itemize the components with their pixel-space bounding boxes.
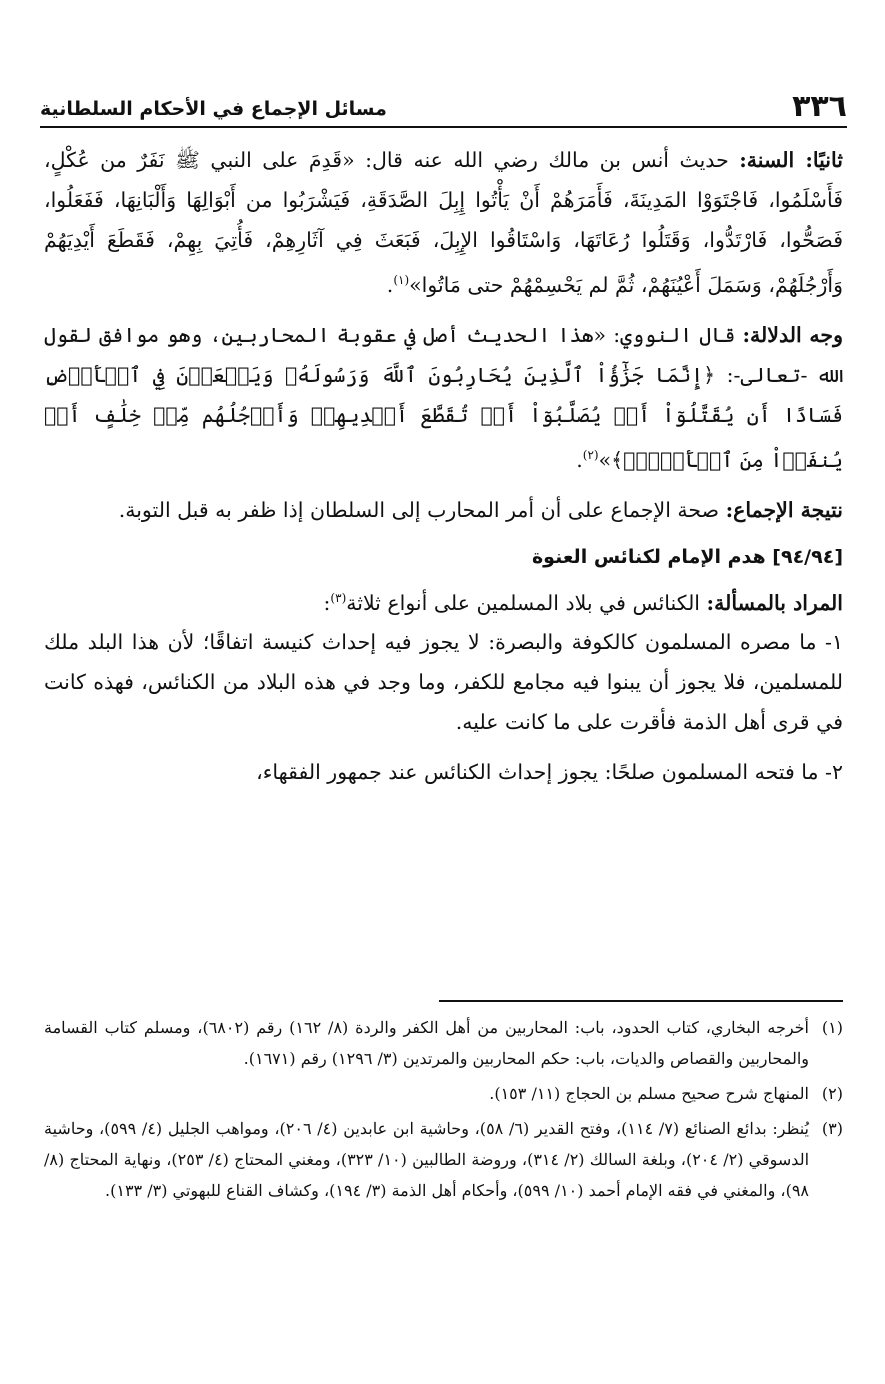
sunnah-label: ثانيًا: السنة: [739,148,843,172]
murad-end: : [323,590,331,615]
dalala-close-quote: » [598,447,612,472]
footnote-text: المنهاج شرح صحيح مسلم بن الحجاج (١١/ ١٥٣). [489,1084,809,1103]
natija-text: صحة الإجماع على أن أمر المحارب إلى السلطان إذا ظفر به قبل التوبة. [118,497,720,522]
footnote-number: (٢) [821,1084,843,1103]
footnote-number: (١) [821,1018,843,1037]
footnote-text: أخرجه البخاري، كتاب الحدود، باب: المحاربين من أهل الكفر والردة (٨/ ١٦٢) رقم (٦٨٠٢)، ومسلم كتاب القسامة والمحاربين والقصاص والديات، باب: حكم المحاربين والمرتدين (٣/ ١٢٩٦) رقم (١٦٧١). [44,1018,810,1068]
sunnah-text: حديث أنس بن مالك رضي الله عنه قال: «قَدِمَ على النبي ﷺ نَفَرٌ من عُكْلٍ، فَأَسْلَمُوا، فَاجْتَوَوْا المَدِينَةَ، فَأَمَرَهُمْ أَنْ يَأْتُوا إِبِلَ الصَّدَقَةِ، فَيَشْرَبُوا من أَبْوَالِهَا وَأَلْبَانِهَا، فَفَعَلُوا، فَصَحُّوا، فَارْتَدُّوا، وَقَتَلُوا رُعَاتَهَا، وَاسْتَاقُوا الإِبِلَ، فَبَعَثَ فِي آثَارِهِمْ، فَأُتِيَ بِهِمْ، فَقَطَعَ أَيْدِيَهُمْ وَأَرْجُلَهُمْ، وَسَمَلَ أَعْيُنَهُمْ، ثُمَّ لم يَحْسِمْهُمْ حتى مَاتُوا» [44,148,843,297]
dalala-label: وجه الدلالة: [742,322,843,347]
dalala-paragraph [44,315,843,480]
footnote-separator [439,1000,843,1002]
footnote-2 [44,1078,843,1109]
main-text [44,140,843,802]
natija-paragraph [44,490,843,530]
item-1-paragraph: ١- ما مصره المسلمون كالكوفة والبصرة: لا يجوز فيه إحداث كنيسة اتفاقًا؛ لأن هذا البلد ملك للمسلمين، فلا يجوز أن يبنوا فيه مجامع للكفر، وما وجد في هذه البلاد من الكنائس، فهذه كانت في قرى أهل الذمة فأقرت على ما كانت عليه. [44,630,843,735]
dalala-text: قال النووي: «هذا الحديث أصل في عقوبة المحاربين، وهو موافق لقول الله -تعالى-: [44,322,843,387]
footnote-ref-2[interactable]: (٢) [582,447,599,462]
page-number: ٣٣٦ [792,89,847,124]
sunnah-paragraph [44,140,843,305]
natija-label: نتيجة الإجماع: [725,497,843,522]
footnote-3 [44,1113,843,1206]
footnote-1 [44,1012,843,1074]
item-2-paragraph: ٢- ما فتحه المسلمون صلحًا: يجوز إحداث الكنائس عند جمهور الفقهاء، [256,760,843,785]
header-rule [40,126,847,128]
sunnah-end: . [386,272,394,297]
murad-paragraph [44,578,843,623]
footnote-number: (٣) [821,1119,843,1138]
dalala-end: . [576,447,583,472]
footnote-text: يُنظر: بدائع الصنائع (٧/ ١١٤)، وفتح القدير (٦/ ٥٨)، وحاشية ابن عابدين (٤/ ٢٠٦)، ومواهب الجليل (٤/ ٥٩٩)، وحاشية الدسوقي (٢/ ٢٠٤)، وبلغة السالك (٢/ ٣١٤)، وروضة الطالبين (١٠/ ٣٢٣)، ومغني المحتاج (٤/ ٢٥٣)، ونهاية المحتاج (٨/ ٩٨)، والمغني في فقه الإمام أحمد (١٠/ ٥٩٩)، وأحكام أهل الذمة (٣/ ١٩٤)، وكشاف القناع للبهوتي (٣/ ١٣٣). [44,1119,810,1200]
murad-text: الكنائس في بلاد المسلمين على أنواع ثلاثة [346,590,701,615]
murad-label: المراد بالمسألة: [706,590,843,615]
section-heading: [٩٤/٩٤] هدم الإمام لكنائس العنوة [531,545,843,568]
footnotes [44,1012,843,1210]
footnote-ref-3[interactable]: (٣) [330,590,347,605]
quran-verse: ﴿إِنَّمَا جَزَٰٓؤُاْ ٱلَّذِينَ يُحَارِبُونَ ٱللَّهَ وَرَسُولَهُۥ وَيَسۡعَوۡنَ فِي ٱلۡأَرۡضِ فَسَادًا أَن يُقَتَّلُوٓاْ أَوۡ يُصَلَّبُوٓاْ أَوۡ تُقَطَّعَ أَيۡدِيهِمۡ وَأَرۡجُلُهُم مِّنۡ خِلَٰفٍ أَوۡ يُنفَوۡاْ مِنَ ٱلۡأَرۡضِۚ﴾ [44,362,843,472]
page-header [40,80,847,124]
running-title: مسائل الإجماع في الأحكام السلطانية [40,98,387,120]
footnote-ref-1[interactable]: (١) [393,273,410,287]
